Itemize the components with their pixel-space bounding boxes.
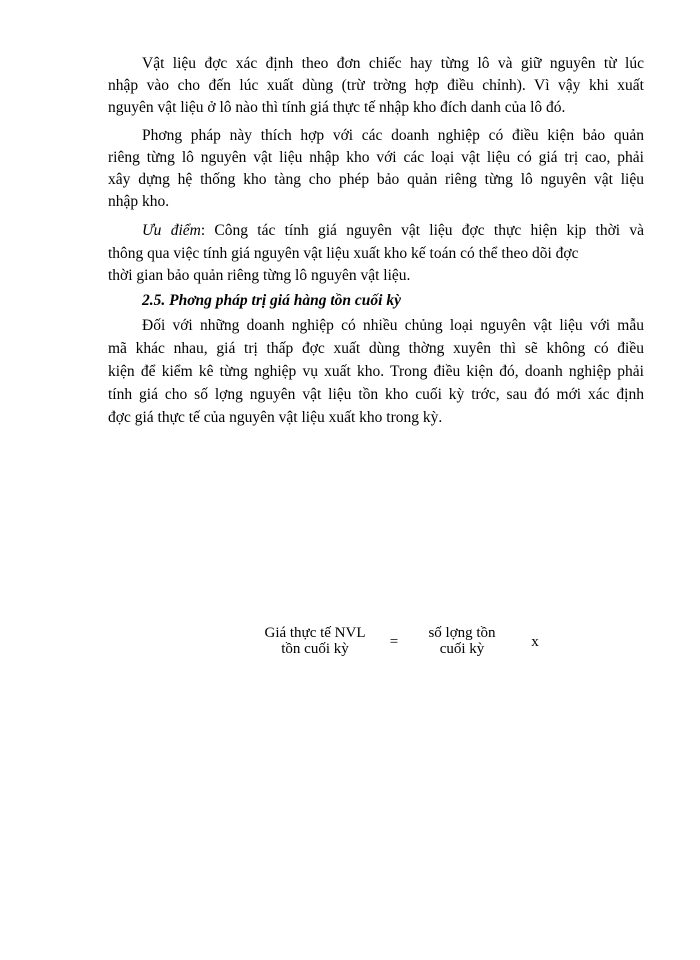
paragraph-3-line-3: thời gian bảo quản riêng từng lô nguyên vật liệu. [108, 267, 411, 284]
advantages-text: : Công tác tính giá nguyên vật liệu đợc thực hiện kịp thời và [200, 222, 644, 239]
formula-times: x [531, 634, 539, 650]
paragraph-4-line-4: tính giá cho số lợng nguyên vật liệu tồn kho cuối kỳ trớc, sau đó mới xác định [108, 386, 644, 403]
paragraph-2-line-2: riêng từng lô nguyên vật liệu nhập kho với các loại vật liệu có giá trị cao, phải [108, 149, 644, 166]
paragraph-3-line-1 [142, 221, 644, 241]
formula-lhs-line-2: tồn cuối kỳ [281, 641, 349, 657]
paragraph-2-line-1: Phơng pháp này thích hợp với các doanh nghiệp có điều kiện bảo quản [142, 127, 644, 144]
paragraph-3-line-2: thông qua việc tính giá nguyên vật liệu xuất kho kế toán có thể theo dõi đợc [108, 245, 579, 262]
paragraph-4-line-3: kiện để kiểm kê từng nghiệp vụ xuất kho. Trong điều kiện đó, doanh nghiệp phải [108, 363, 644, 380]
paragraph-2-line-4: nhập kho. [108, 193, 170, 210]
formula-lhs-line-1: Giá thực tế NVL [264, 625, 366, 641]
formula-rhs [412, 625, 512, 657]
paragraph-4-line-5: đợc giá thực tế của nguyên vật liệu xuất kho trong kỳ. [108, 409, 443, 426]
formula-rhs-line-1: số lợng tồn [428, 625, 496, 641]
paragraph-2-line-3: xây dựng hệ thống kho tàng cho phép bảo quản riêng từng lô nguyên vật liệu [108, 171, 644, 188]
advantages-label: Ưu điểm [142, 222, 201, 239]
formula-rhs-line-2: cuối kỳ [439, 641, 485, 657]
paragraph-4-line-2: mã khác nhau, giá trị thấp đợc xuất dùng thờng xuyên thì sẽ không có điều [108, 340, 644, 357]
formula-equals: = [389, 634, 399, 650]
paragraph-1-line-3: nguyên vật liệu ở lô nào thì tính giá thực tế nhập kho đích danh của lô đó. [108, 99, 566, 116]
paragraph-4-line-1: Đối với những doanh nghiệp có nhiều chủng loại nguyên vật liệu với mẫu [142, 317, 644, 334]
formula-lhs [255, 625, 375, 657]
paragraph-1-line-1: Vật liệu đợc xác định theo đơn chiếc hay từng lô và giữ nguyên từ lúc [142, 55, 644, 72]
section-heading: 2.5. Phơng pháp trị giá hàng tồn cuối kỳ [142, 292, 401, 309]
paragraph-1-line-2: nhập vào cho đến lúc xuất dùng (trừ trờng hợp điều chỉnh). Vì vậy khi xuất [108, 77, 644, 94]
